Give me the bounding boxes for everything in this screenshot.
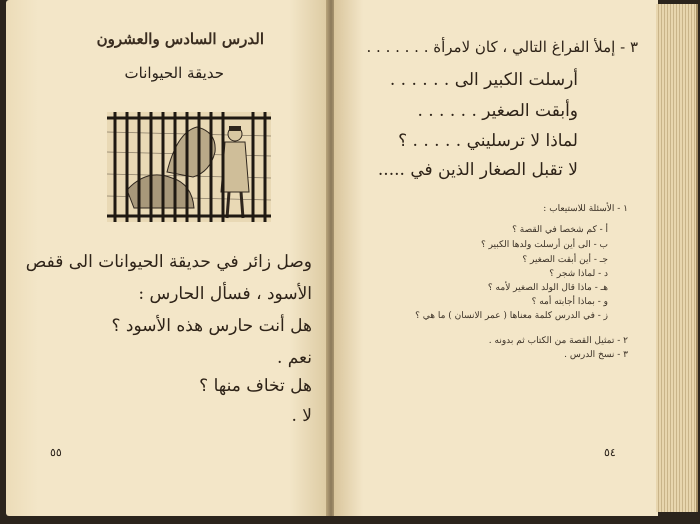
- text-line-5: هل تخاف منها ؟: [199, 376, 312, 396]
- right-page-number: ٥٤: [604, 446, 616, 459]
- zoo-cage-illustration: [107, 112, 271, 222]
- text-line-4: نعم .: [276, 348, 312, 368]
- left-page-number: ٥٥: [50, 446, 62, 459]
- task-3: ٣ - نسخ الدرس .: [564, 350, 628, 360]
- text-line-1: وصل زائر في حديقة الحيوانات الى قفص: [25, 252, 312, 272]
- exercise-line-1: ٣ - إملأ الفراغ التالي ، كان لامرأة . . . . . . .: [366, 38, 638, 56]
- text-line-2: الأسود ، فسأل الحارس :: [138, 284, 312, 304]
- question-b: ب - الى أين أرسلت ولدها الكبير ؟: [480, 240, 608, 250]
- lesson-title: الدرس السادس والعشرون: [96, 30, 264, 48]
- lesson-subtitle: حديقة الحيوانات: [124, 64, 224, 82]
- question-f: و - بماذا أجابته أمه ؟: [531, 297, 608, 307]
- right-page: [334, 0, 658, 516]
- task-2: ٢ - تمثيل القصة من الكتاب ثم بدونه .: [488, 336, 628, 346]
- exercise-line-5: لا تقبل الصغار الذين في .....: [377, 160, 578, 180]
- left-page: [6, 0, 328, 516]
- exercise-line-2: أرسلت الكبير الى . . . . . .: [389, 70, 578, 90]
- question-e: هـ - ماذا قال الولد الصغير لأمه ؟: [487, 283, 608, 293]
- question-d: د - لماذا شجر ؟: [549, 269, 608, 279]
- exercise-line-3: وأبقت الصغير . . . . . .: [417, 101, 578, 121]
- exercise-line-4: لماذا لا ترسليني . . . . . ؟: [398, 131, 578, 151]
- questions-heading: ١ - الأسئلة للاستيعاب :: [543, 204, 628, 214]
- page-edges: [656, 4, 698, 512]
- text-line-6: لا .: [291, 406, 312, 426]
- question-c: جـ - أين أبقت الصغير ؟: [522, 255, 608, 265]
- question-a: أ - كم شخصا في القصة ؟: [512, 225, 608, 235]
- text-line-3: هل أنت حارس هذه الأسود ؟: [111, 316, 312, 336]
- question-g: ز - في الدرس كلمة معناها ( عمر الانسان ) ما هي ؟: [415, 311, 608, 321]
